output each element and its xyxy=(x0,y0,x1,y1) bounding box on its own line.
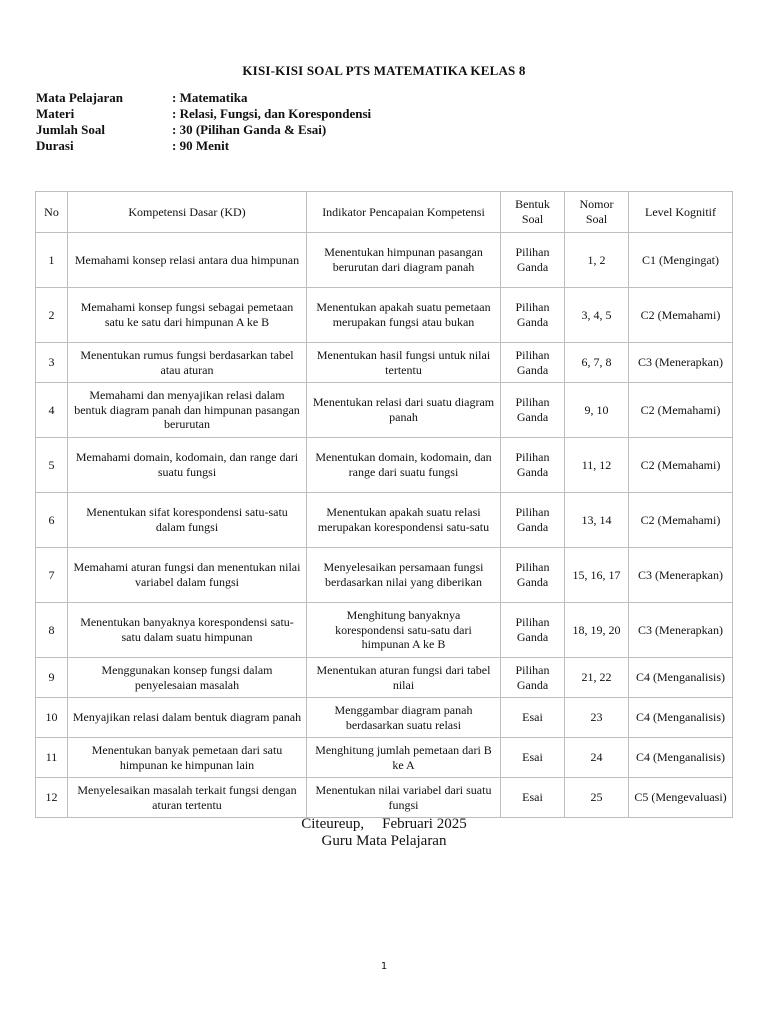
signature-city: Citeureup, xyxy=(301,816,365,832)
document-title: KISI-KISI SOAL PTS MATEMATIKA KELAS 8 xyxy=(242,63,526,78)
cell-no: 2 xyxy=(36,288,68,343)
cell-kd: Menentukan sifat korespondensi satu-satu dalam fungsi xyxy=(68,493,307,548)
cell-kd: Menentukan rumus fungsi berdasarkan tabel atau aturan xyxy=(68,343,307,383)
cell-indikator: Menyelesaikan persamaan fungsi berdasarkan nilai yang diberikan xyxy=(307,548,501,603)
cell-indikator: Menentukan apakah suatu relasi merupakan korespondensi satu-satu xyxy=(307,493,501,548)
table-row xyxy=(36,548,733,603)
signature-block xyxy=(0,816,768,850)
meta-row-material xyxy=(36,106,371,122)
cell-nomor: 11, 12 xyxy=(565,438,629,493)
cell-bentuk: Pilihan Ganda xyxy=(501,658,565,698)
meta-value: : Relasi, Fungsi, dan Korespondensi xyxy=(172,106,372,121)
cell-no: 6 xyxy=(36,493,68,548)
meta-label: Durasi xyxy=(36,138,74,153)
cell-level: C2 (Memahami) xyxy=(629,438,733,493)
meta-label: Materi xyxy=(36,106,75,121)
meta-label: Jumlah Soal xyxy=(36,122,105,137)
cell-indikator: Menentukan aturan fungsi dari tabel nilai xyxy=(307,658,501,698)
cell-level: C1 (Mengingat) xyxy=(629,233,733,288)
cell-no: 4 xyxy=(36,383,68,438)
header-kd: Kompetensi Dasar (KD) xyxy=(68,192,307,233)
kisi-kisi-table xyxy=(35,191,733,818)
cell-nomor: 18, 19, 20 xyxy=(565,603,629,658)
cell-nomor: 1, 2 xyxy=(565,233,629,288)
cell-kd: Menentukan banyaknya korespondensi satu-satu dalam suatu himpunan xyxy=(68,603,307,658)
cell-level: C3 (Menerapkan) xyxy=(629,548,733,603)
cell-nomor: 15, 16, 17 xyxy=(565,548,629,603)
cell-bentuk: Pilihan Ganda xyxy=(501,233,565,288)
cell-nomor: 6, 7, 8 xyxy=(565,343,629,383)
cell-bentuk: Pilihan Ganda xyxy=(501,288,565,343)
cell-kd: Memahami dan menyajikan relasi dalam bentuk diagram panah dan himpunan pasangan berurutan xyxy=(68,383,307,438)
cell-level: C4 (Menganalisis) xyxy=(629,698,733,738)
header-nomor-soal: Nomor Soal xyxy=(565,192,629,233)
table-row xyxy=(36,778,733,818)
table-row xyxy=(36,738,733,778)
cell-kd: Menyajikan relasi dalam bentuk diagram panah xyxy=(68,698,307,738)
meta-label: Mata Pelajaran xyxy=(36,90,124,105)
cell-indikator: Menentukan hasil fungsi untuk nilai tertentu xyxy=(307,343,501,383)
cell-no: 10 xyxy=(36,698,68,738)
cell-kd: Memahami aturan fungsi dan menentukan nilai variabel dalam fungsi xyxy=(68,548,307,603)
table-row xyxy=(36,698,733,738)
cell-bentuk: Esai xyxy=(501,778,565,818)
table-row xyxy=(36,343,733,383)
cell-no: 12 xyxy=(36,778,68,818)
meta-row-duration xyxy=(36,138,371,154)
cell-no: 5 xyxy=(36,438,68,493)
cell-bentuk: Esai xyxy=(501,698,565,738)
cell-bentuk: Pilihan Ganda xyxy=(501,343,565,383)
cell-level: C4 (Menganalisis) xyxy=(629,658,733,698)
cell-nomor: 21, 22 xyxy=(565,658,629,698)
cell-no: 3 xyxy=(36,343,68,383)
cell-no: 9 xyxy=(36,658,68,698)
cell-nomor: 23 xyxy=(565,698,629,738)
header-bentuk-soal: Bentuk Soal xyxy=(501,192,565,233)
cell-kd: Memahami konsep fungsi sebagai pemetaan satu ke satu dari himpunan A ke B xyxy=(68,288,307,343)
cell-no: 7 xyxy=(36,548,68,603)
table-row xyxy=(36,438,733,493)
header-indikator: Indikator Pencapaian Kompetensi xyxy=(307,192,501,233)
cell-indikator: Menentukan domain, kodomain, dan range dari suatu fungsi xyxy=(307,438,501,493)
cell-bentuk: Pilihan Ganda xyxy=(501,438,565,493)
signature-date: Februari 2025 xyxy=(382,816,467,832)
header-no: No xyxy=(36,192,68,233)
cell-kd: Memahami domain, kodomain, dan range dari suatu fungsi xyxy=(68,438,307,493)
meta-value: : 90 Menit xyxy=(172,138,230,153)
cell-kd: Menyelesaikan masalah terkait fungsi dengan aturan tertentu xyxy=(68,778,307,818)
cell-indikator: Menentukan apakah suatu pemetaan merupakan fungsi atau bukan xyxy=(307,288,501,343)
cell-bentuk: Pilihan Ganda xyxy=(501,603,565,658)
table-row xyxy=(36,288,733,343)
cell-nomor: 24 xyxy=(565,738,629,778)
table-row xyxy=(36,658,733,698)
cell-kd: Menentukan banyak pemetaan dari satu himpunan ke himpunan lain xyxy=(68,738,307,778)
cell-nomor: 3, 4, 5 xyxy=(565,288,629,343)
cell-no: 8 xyxy=(36,603,68,658)
cell-indikator: Menentukan nilai variabel dari suatu fungsi xyxy=(307,778,501,818)
cell-kd: Memahami konsep relasi antara dua himpunan xyxy=(68,233,307,288)
cell-level: C3 (Menerapkan) xyxy=(629,603,733,658)
cell-level: C3 (Menerapkan) xyxy=(629,343,733,383)
cell-level: C2 (Memahami) xyxy=(629,493,733,548)
cell-level: C2 (Memahami) xyxy=(629,383,733,438)
cell-bentuk: Pilihan Ganda xyxy=(501,383,565,438)
cell-level: C4 (Menganalisis) xyxy=(629,738,733,778)
table-header-row xyxy=(36,192,733,233)
header-level-kognitif: Level Kognitif xyxy=(629,192,733,233)
table-row xyxy=(36,493,733,548)
meta-value: : Matematika xyxy=(172,90,248,105)
cell-nomor: 25 xyxy=(565,778,629,818)
cell-level: C5 (Mengevaluasi) xyxy=(629,778,733,818)
cell-bentuk: Pilihan Ganda xyxy=(501,548,565,603)
cell-indikator: Menggambar diagram panah berdasarkan suatu relasi xyxy=(307,698,501,738)
table-row xyxy=(36,383,733,438)
page-number: 1 xyxy=(380,961,388,972)
cell-nomor: 13, 14 xyxy=(565,493,629,548)
table-row xyxy=(36,233,733,288)
cell-indikator: Menghitung banyaknya korespondensi satu-satu dari himpunan A ke B xyxy=(307,603,501,658)
cell-bentuk: Esai xyxy=(501,738,565,778)
cell-no: 11 xyxy=(36,738,68,778)
cell-indikator: Menentukan relasi dari suatu diagram panah xyxy=(307,383,501,438)
cell-nomor: 9, 10 xyxy=(565,383,629,438)
document-meta xyxy=(36,90,371,154)
meta-row-question-count xyxy=(36,122,371,138)
cell-indikator: Menghitung jumlah pemetaan dari B ke A xyxy=(307,738,501,778)
cell-bentuk: Pilihan Ganda xyxy=(501,493,565,548)
meta-row-subject xyxy=(36,90,371,106)
table-row xyxy=(36,603,733,658)
meta-value: : 30 (Pilihan Ganda & Esai) xyxy=(172,122,327,137)
cell-no: 1 xyxy=(36,233,68,288)
signature-place-date xyxy=(0,816,768,833)
cell-kd: Menggunakan konsep fungsi dalam penyelesaian masalah xyxy=(68,658,307,698)
cell-level: C2 (Memahami) xyxy=(629,288,733,343)
cell-indikator: Menentukan himpunan pasangan berurutan dari diagram panah xyxy=(307,233,501,288)
signature-role: Guru Mata Pelajaran xyxy=(321,833,447,849)
